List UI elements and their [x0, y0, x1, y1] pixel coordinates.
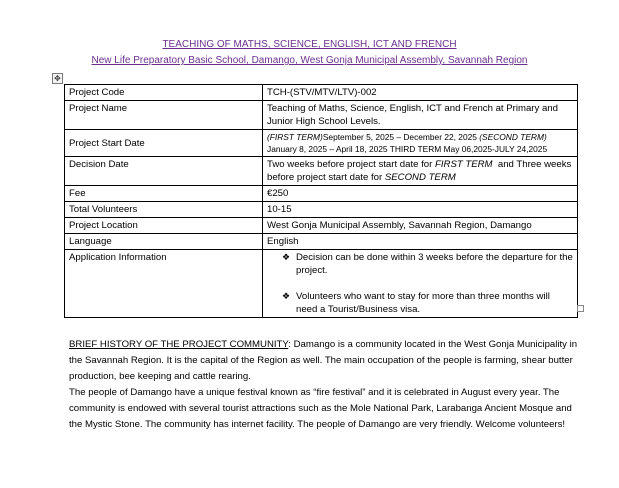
- table-row: [65, 101, 578, 130]
- start-date-value: [263, 130, 578, 157]
- table-row: [65, 85, 578, 101]
- first-term-tag: (FIRST TERM): [267, 132, 323, 142]
- application-list: [267, 251, 573, 316]
- history-paragraph-1: [69, 337, 584, 385]
- decision-second-term: SECOND TERM: [384, 172, 456, 183]
- volunteers-label: Total Volunteers: [65, 202, 263, 218]
- location-value: West Gonja Municipal Assembly, Savannah Region, Damango: [263, 218, 578, 234]
- history-title: BRIEF HISTORY OF THE PROJECT COMMUNITY: [69, 339, 289, 350]
- application-value: [263, 250, 578, 318]
- start-date-label: Project Start Date: [65, 130, 263, 157]
- list-item: [267, 251, 573, 277]
- project-name-label: Project Name: [65, 101, 263, 130]
- decision-part1: Two weeks before project start date for: [267, 159, 435, 170]
- diamond-bullet-icon: ❖: [282, 252, 291, 262]
- decision-first-term: FIRST TERM: [434, 159, 493, 170]
- start-date-line2: January 8, 2025 – April 18, 2025 THIRD TERM May 06,2025-JULY 24,2025: [267, 144, 548, 154]
- history-text-1: : Damango is a community located in the West Gonja Municipality in the Savannah Region. It is the capital of the Region as well. The main occupation of the people is farming, shear butter production, bee keeping and cattle rearing.: [69, 339, 578, 382]
- application-item-1: Decision can be done within 3 weeks before the departure for the project.: [296, 252, 573, 276]
- decision-date-value: [263, 157, 578, 186]
- fee-label: Fee: [65, 186, 263, 202]
- table-row: [65, 130, 578, 157]
- diamond-bullet-icon: ❖: [282, 291, 291, 301]
- table-row: [65, 186, 578, 202]
- list-item: [267, 290, 573, 316]
- volunteers-value: 10-15: [263, 202, 578, 218]
- decision-part2: and Three weeks before project start date for: [267, 159, 574, 183]
- table-move-handle-icon[interactable]: ✥: [52, 73, 63, 84]
- document-title: TEACHING OF MATHS, SCIENCE, ENGLISH, ICT AND FRENCH: [162, 39, 457, 50]
- table-row: [65, 202, 578, 218]
- history-section: [69, 337, 584, 433]
- language-label: Language: [65, 234, 263, 250]
- table-resize-handle[interactable]: [577, 305, 584, 312]
- second-term-tag: (SECOND TERM): [479, 132, 547, 142]
- language-value: English: [263, 234, 578, 250]
- project-name-value: Teaching of Maths, Science, English, ICT and French at Primary and Junior High School Levels.: [263, 101, 578, 130]
- first-term-dates: September 5, 2025 – December 22, 2025: [322, 132, 477, 142]
- project-info-table: [64, 84, 578, 318]
- project-code-value: TCH-(STV/MTV/LTV)-002: [263, 85, 578, 101]
- table-row: [65, 234, 578, 250]
- table-row: [65, 218, 578, 234]
- history-paragraph-2: The people of Damango have a unique festival known as “fire festival” and it is celebrated in August every year. The community is endowed with several tourist attractions such as the Mole National Park, Larabanga Ancient Mosque and the Mystic Stone. The community has internet facility. The people of Damango are very friendly. Welcome volunteers!: [69, 387, 572, 430]
- document-subtitle: New Life Preparatory Basic School, Damango, West Gonja Municipal Assembly, Savannah Region: [91, 55, 528, 66]
- decision-date-label: Decision Date: [65, 157, 263, 186]
- table-row: [65, 157, 578, 186]
- fee-value: €250: [263, 186, 578, 202]
- application-item-2: Volunteers who want to stay for more than three months will need a Tourist/Business visa.: [296, 291, 550, 315]
- table-row: [65, 250, 578, 318]
- project-code-label: Project Code: [65, 85, 263, 101]
- location-label: Project Location: [65, 218, 263, 234]
- application-label: Application Information: [65, 250, 263, 318]
